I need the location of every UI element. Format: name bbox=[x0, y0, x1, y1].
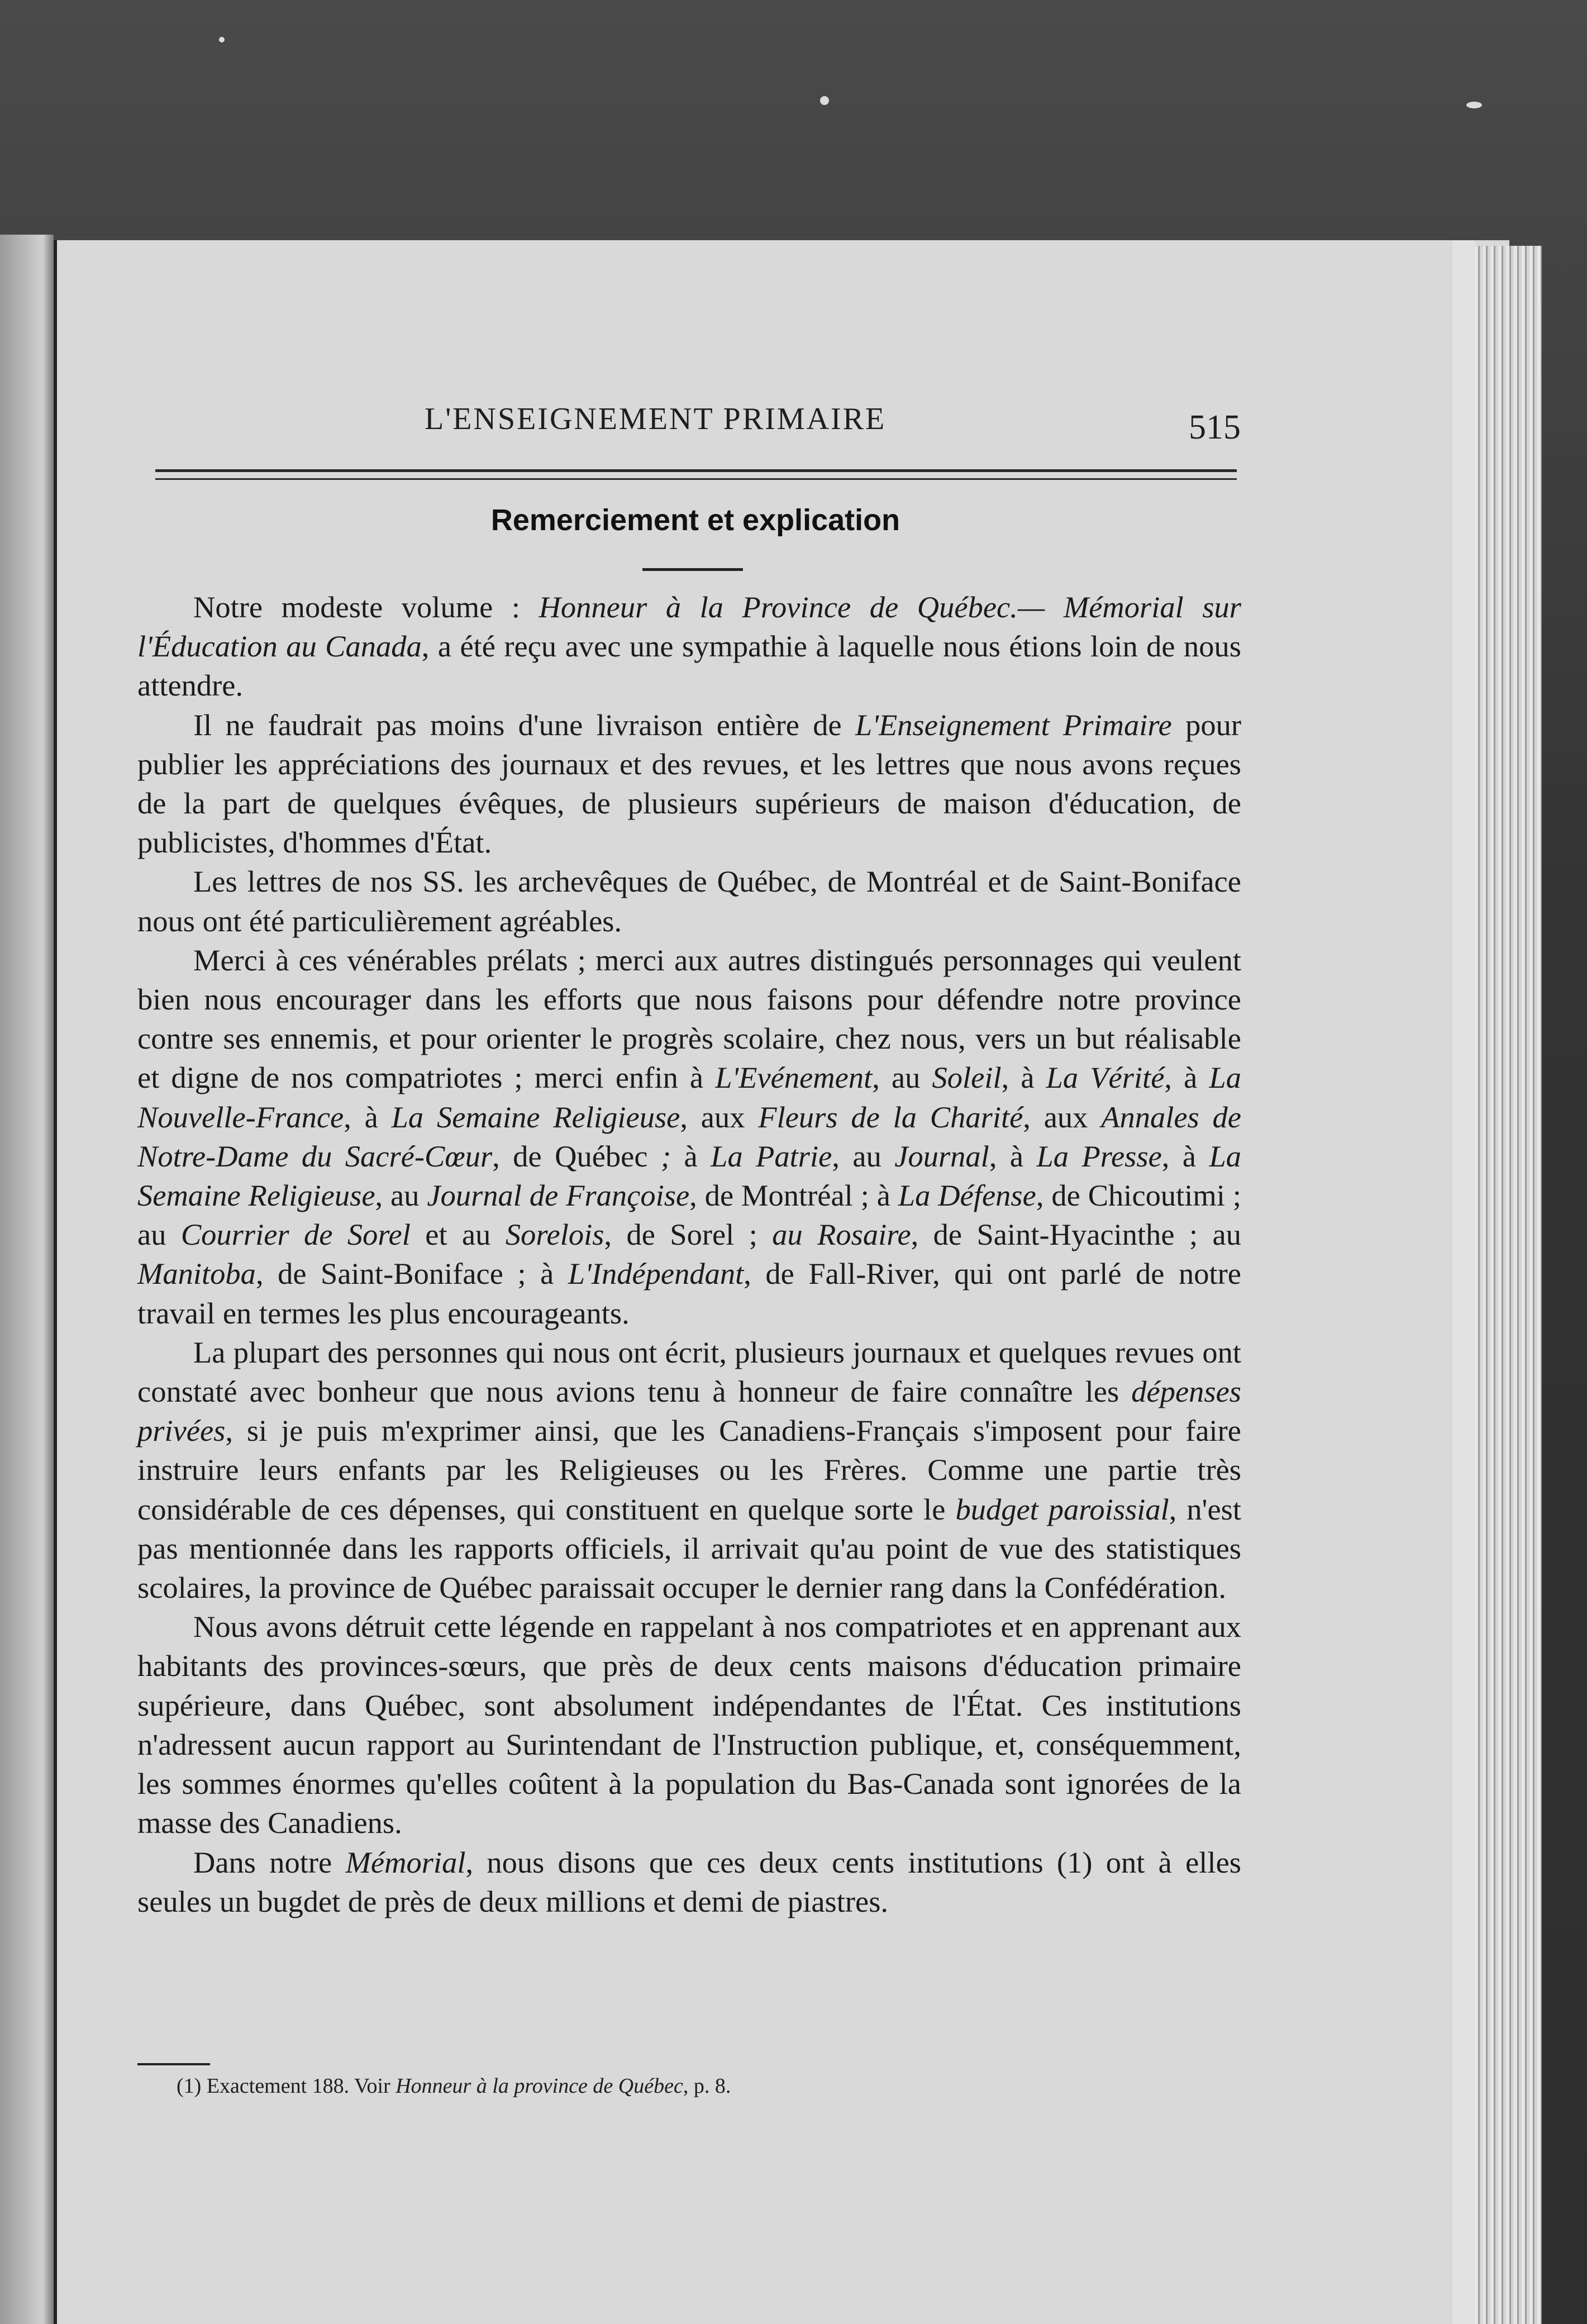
text-run: , à bbox=[1001, 1060, 1046, 1095]
text-run: , nous disons que ces deux cents institutions (1) ont à elles seules un bugdet de près de deux millions et demi de piastres. bbox=[137, 1845, 1241, 1918]
italic-text: La Nouvelle-France bbox=[137, 1060, 1241, 1134]
text-run: , au bbox=[832, 1139, 895, 1173]
text-run: , à bbox=[344, 1099, 392, 1134]
italic-text: La Patrie bbox=[711, 1139, 832, 1173]
text-run: , à bbox=[1164, 1060, 1209, 1095]
italic-text: au Rosaire bbox=[772, 1217, 911, 1252]
paragraph-3 bbox=[137, 862, 1241, 940]
text-run: , a été reçu avec une sympathie à laquelle nous étions loin de nous attendre. bbox=[137, 629, 1241, 703]
footnote-text: Exactement 188. Voir bbox=[206, 2074, 396, 2098]
italic-text: La Semaine Religieuse bbox=[391, 1099, 680, 1134]
facing-page-edge bbox=[0, 235, 54, 2324]
book-fore-edge bbox=[1475, 246, 1542, 2324]
italic-text: Courrier de Sorel bbox=[180, 1217, 411, 1252]
text-run: à bbox=[671, 1139, 711, 1173]
text-run: pour publier les appréciations des journaux et des revues, et les lettres que nous avons reçues de la part de quelques évêques, de plusieurs supérieurs de maison d'éducation, de publicistes, d'hommes d'État. bbox=[137, 707, 1242, 860]
italic-text: Mémorial bbox=[345, 1845, 466, 1879]
text-run: , de Sorel ; bbox=[604, 1217, 773, 1252]
italic-text: L'Indépendant bbox=[568, 1256, 744, 1291]
footnote-rule bbox=[137, 2063, 210, 2065]
text-run: , au bbox=[375, 1178, 427, 1213]
scan-speck bbox=[219, 37, 225, 42]
paragraph-1 bbox=[137, 588, 1241, 706]
text-run: , aux bbox=[680, 1099, 759, 1134]
italic-text: Soleil bbox=[932, 1060, 1002, 1095]
header-rule bbox=[155, 469, 1237, 472]
italic-text: Manitoba bbox=[137, 1256, 256, 1291]
italic-text: Honneur à la Province de Québec.— Mémorial sur l'Éducation au Canada bbox=[137, 590, 1241, 664]
text-run: Il ne faudrait pas moins d'une livraison entière de bbox=[193, 707, 856, 742]
text-run: , au bbox=[872, 1060, 932, 1095]
footnote bbox=[177, 2074, 731, 2098]
text-run: et au bbox=[410, 1217, 506, 1252]
paragraph-4 bbox=[137, 941, 1241, 1333]
text-run: , à bbox=[989, 1139, 1037, 1173]
italic-text: Sorelois bbox=[505, 1217, 604, 1252]
text-run: , de Québec bbox=[492, 1139, 661, 1173]
text-run: , si je puis m'exprimer ainsi, que les Canadiens-Français s'imposent pour faire instruire leurs enfants par les Religieuses ou les Frères. Comme une partie très considérable de ces dépenses, qui constituent en quelque sorte le bbox=[137, 1413, 1241, 1526]
paragraph-6 bbox=[137, 1607, 1241, 1842]
italic-text: La Vérité bbox=[1046, 1060, 1165, 1095]
footnote-marker: (1) bbox=[177, 2074, 202, 2098]
article-title: Remerciement et explication bbox=[490, 503, 900, 537]
paragraph-5 bbox=[137, 1333, 1241, 1607]
text-run: , de Montréal ; à bbox=[689, 1178, 898, 1213]
italic-text: dépenses privées bbox=[137, 1374, 1241, 1448]
scan-speck bbox=[1466, 102, 1482, 108]
italic-text: La Défense bbox=[898, 1178, 1036, 1213]
italic-text: budget paroissial bbox=[955, 1492, 1169, 1526]
scan-speck bbox=[820, 96, 829, 105]
article-body bbox=[137, 588, 1241, 1921]
italic-text: La Presse bbox=[1036, 1139, 1162, 1173]
italic-text: Fleurs de la Charité bbox=[758, 1099, 1023, 1134]
page-margin bbox=[1452, 240, 1475, 2324]
paragraph-7 bbox=[137, 1843, 1241, 1921]
italic-text: L'Enseignement Primaire bbox=[855, 707, 1172, 742]
italic-text: ; bbox=[660, 1139, 671, 1173]
text-run: Nous avons détruit cette légende en rappelant à nos compatriotes et en apprenant aux habitants des provinces-sœurs, que près de deux cents maisons d'éducation primaire supérieure, dans Québec, sont absolument indépendantes de l'État. Ces institutions n'adressent aucun rapport au Surintendant de l'Instruction publique, et, conséquemment, les sommes énormes qu'elles coûtent à la population du Bas-Canada sont ignorées de la masse des Canadiens. bbox=[137, 1609, 1241, 1840]
page-number: 515 bbox=[1189, 408, 1241, 446]
footnote-italic: Honneur à la province de Québec bbox=[395, 2074, 683, 2098]
text-run: , n'est pas mentionnée dans les rapports officiels, il arrivait qu'au point de vue des statistiques scolaires, la province de Québec paraissait occuper le dernier rang dans la Confédération. bbox=[137, 1492, 1241, 1605]
title-rule bbox=[642, 568, 743, 571]
text-run: , de Saint-Hyacinthe ; au bbox=[911, 1217, 1241, 1252]
text-run: Dans notre bbox=[193, 1845, 346, 1879]
text-run: Notre modeste volume : bbox=[193, 590, 539, 624]
text-run: , de Fall-River, qui ont parlé de notre travail en termes les plus encourageants. bbox=[137, 1256, 1241, 1330]
italic-text: L'Evénement bbox=[715, 1060, 873, 1095]
text-run: , à bbox=[1161, 1139, 1209, 1173]
italic-text: Annales de Notre-Dame du Sacré-Cœur bbox=[137, 1099, 1241, 1173]
italic-text: Journal bbox=[894, 1139, 989, 1173]
text-run: Merci à ces vénérables prélats ; merci aux autres distingués personnages qui veulent bien nous encourager dans les efforts que nous faisons pour défendre notre province contre ses ennemis, et pour orienter le progrès scolaire, chez nous, vers un but réalisable et digne de nos compatriotes ; merci enfin à bbox=[137, 942, 1241, 1095]
italic-text: Journal de Françoise bbox=[427, 1178, 690, 1213]
footnote-tail: , p. 8. bbox=[683, 2074, 731, 2098]
paragraph-2 bbox=[137, 706, 1241, 863]
italic-text: La Semaine Religieuse bbox=[137, 1139, 1241, 1213]
text-run: , aux bbox=[1023, 1099, 1102, 1134]
running-head: L'ENSEIGNEMENT PRIMAIRE bbox=[425, 402, 887, 436]
text-run: La plupart des personnes qui nous ont écrit, plusieurs journaux et quelques revues ont constaté avec bonheur que nous avions tenu à honneur de faire connaître les bbox=[137, 1335, 1241, 1409]
header-rule-thin bbox=[155, 478, 1237, 480]
text-run: , de Saint-Boniface ; à bbox=[255, 1256, 568, 1291]
text-run: , de Chicoutimi ; au bbox=[137, 1178, 1241, 1252]
text-run: Les lettres de nos SS. les archevêques de Québec, de Montréal et de Saint-Boniface nous ont été particulièrement agréables. bbox=[137, 864, 1241, 938]
